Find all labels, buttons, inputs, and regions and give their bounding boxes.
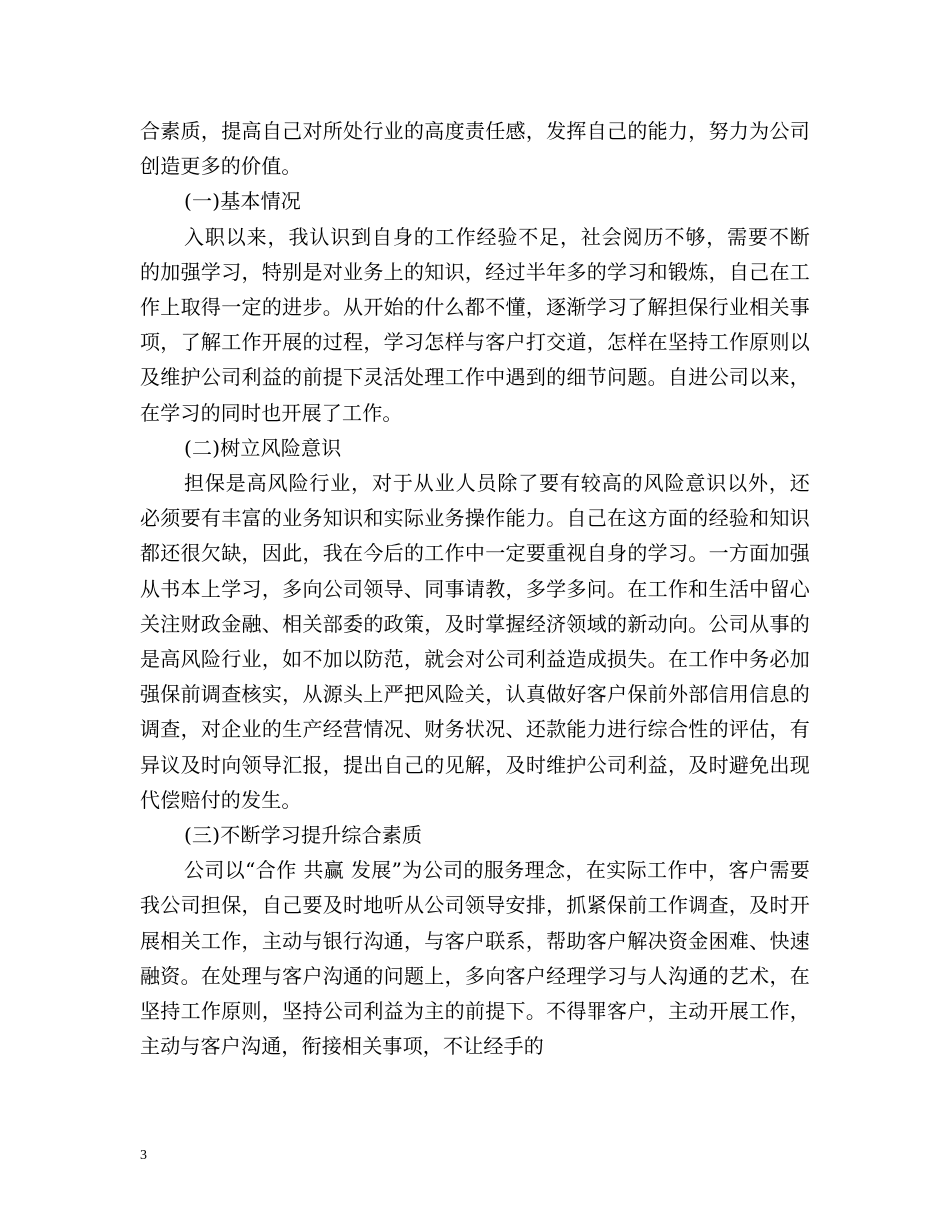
paragraph-basic-situation: 入职以来，我认识到自身的工作经验不足，社会阅历不够，需要不断的加强学习，特别是对业务上的知识，经过半年多的学习和锻炼，自己在工作上取得一定的进步。从开始的什么都不懂，逐渐学习了解担保行业相关事项，了解工作开展的过程，学习怎样与客户打交道，怎样在坚持工作原则以及维护公司利益的前提下灵活处理工作中遇到的细节问题。自进公司以来，在学习的同时也开展了工作。	[140, 224, 810, 425]
paragraph-continuous-learning: 公司以“合作 共赢 发展”为公司的服务理念，在实际工作中，客户需要我公司担保，自己要及时地听从公司领导安排，抓紧保前工作调查，及时开展相关工作，主动与银行沟通，与客户联系，帮助客户解决资金困难、快速融资。在处理与客户沟通的问题上，多向客户经理学习与人沟通的艺术，在坚持工作原则，坚持公司利益为主的前提下。不得罪客户，主动开展工作，主动与客户沟通，衔接相关事项，不让经手的	[140, 858, 810, 1059]
page-number: 3	[140, 1148, 147, 1163]
paragraph-continuation: 合素质，提高自己对所处行业的高度责任感，发挥自己的能力，努力为公司创造更多的价值。	[140, 119, 810, 179]
section-heading-basic-situation: (一)基本情况	[184, 189, 302, 214]
document-body	[140, 114, 810, 1064]
section-heading-continuous-learning: (三)不断学习提升综合素质	[184, 823, 423, 848]
paragraph-risk-awareness: 担保是高风险行业，对于从业人员除了要有较高的风险意识以外，还必须要有丰富的业务知识和实际业务操作能力。自己在这方面的经验和知识都还很欠缺，因此，我在今后的工作中一定要重视自身的学习。一方面加强从书本上学习，多向公司领导、同事请教，多学多问。在工作和生活中留心关注财政金融、相关部委的政策，及时掌握经济领域的新动向。公司从事的是高风险行业，如不加以防范，就会对公司利益造成损失。在工作中务必加强保前调查核实，从源头上严把风险关，认真做好客户保前外部信用信息的调查，对企业的生产经营情况、财务状况、还款能力进行综合性的评估，有异议及时向领导汇报，提出自己的见解，及时维护公司利益，及时避免出现代偿赔付的发生。	[140, 471, 810, 812]
section-heading-risk-awareness: (二)树立风险意识	[184, 435, 342, 460]
